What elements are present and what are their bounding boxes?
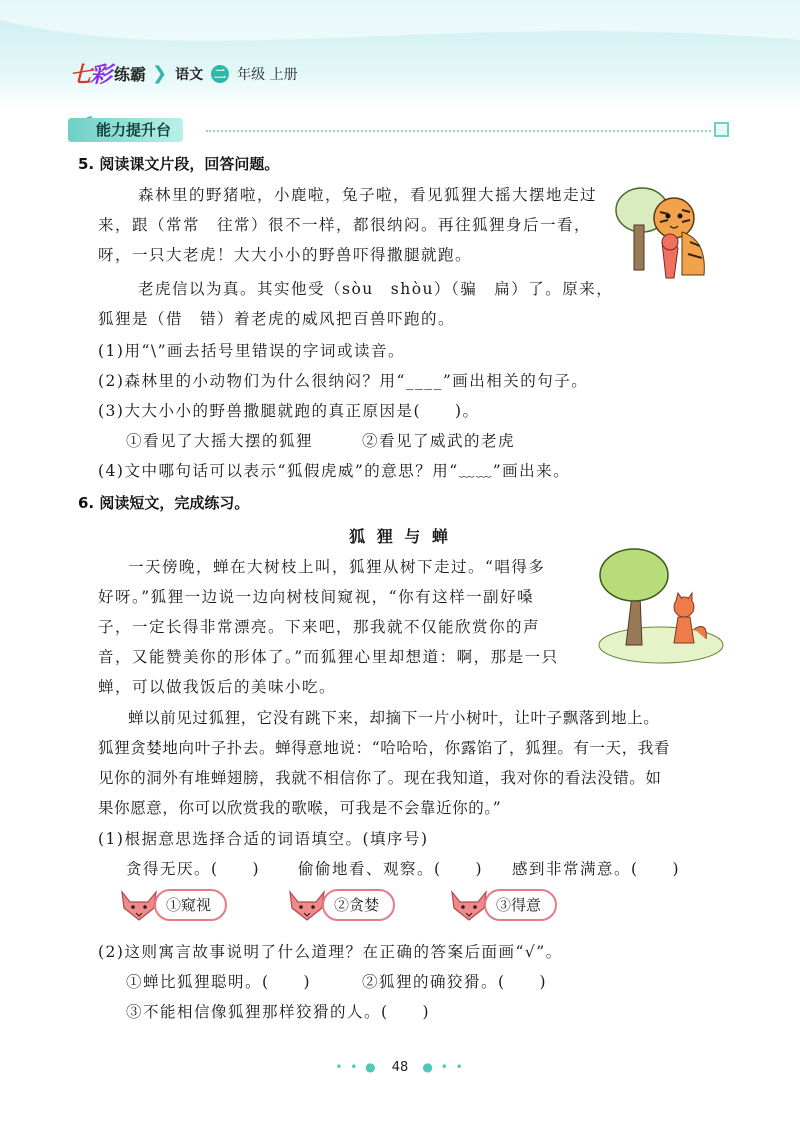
q6-sub2: (2)这则寓言故事说明了什么道理？在正确的答案后面画“√”。 [98, 943, 563, 961]
section-divider [206, 130, 711, 132]
word-badge-1 [118, 888, 227, 922]
q6-p2-line4: 果你愿意，你可以欣赏我的歌喉，可我是不会靠近你的。” [98, 799, 502, 817]
section-header [68, 118, 728, 142]
page-number: 48 [391, 1060, 409, 1075]
section-end-marker [714, 122, 729, 137]
header-wave-decoration [0, 0, 800, 110]
footer-dots-right: ● • • [422, 1060, 465, 1074]
q5-p2-line1: 老虎信以为真。其实他受（sòu shòu）（骗 扁）了。原来， [138, 280, 614, 298]
q6-p1-line2: 好呀。”狐狸一边说一边向树枝间窥视，“你有这样一副好嗓 [98, 588, 535, 606]
q6-title: 6. 阅读短文，完成练习。 [78, 494, 250, 512]
chevron-right-icon: ❯ [152, 63, 168, 84]
q5-p1-line2: 来，跟（常常 往常）很不一样，都很纳闷。再往狐狸身后一看， [98, 216, 592, 234]
q5-sub4: (4)文中哪句话可以表示“狐假虎威”的意思？用“﹏﹏”画出来。 [98, 462, 571, 480]
q6-answer1: ①蝉比狐狸聪明。( ) [126, 973, 312, 991]
page-footer [0, 1060, 800, 1075]
word-choices [118, 888, 618, 928]
q5-option1: ①看见了大摇大摆的狐狸 [126, 432, 314, 450]
q5-sub1: (1)用“\”画去括号里错误的字词或读音。 [98, 342, 406, 360]
q5-sub2: (2)森林里的小动物们为什么很纳闷？用“____”画出相关的句子。 [98, 372, 589, 390]
q5-p1-line1: 森林里的野猪啦，小鹿啦，兔子啦，看见狐狸大摇大摆地走过 [138, 186, 598, 204]
brand-logo: 七彩 [70, 63, 111, 88]
story-title: 狐 狸 与 蝉 [349, 527, 451, 546]
grade-label: 年级 上册 [237, 66, 298, 83]
q6-p1-line5: 蝉，可以做我饭后的美味小吃。 [98, 678, 337, 696]
header-brand [70, 58, 298, 89]
q5-p2-line2: 狐狸是（借 错）着老虎的威风把百兽吓跑的。 [98, 310, 456, 328]
q6-p2-line2: 狐狸贪婪地向叶子扑去。蝉得意地说：“哈哈哈，你露馅了，狐狸。有一天，我看 [98, 739, 671, 757]
q5-p1-line3: 呀，一只大老虎！大大小小的野兽吓得撒腿就跑。 [98, 246, 473, 264]
q6-answer2: ②狐狸的确狡猾。( ) [362, 973, 548, 991]
q6-p2-line1: 蝉以前见过狐狸，它没有跳下来，却摘下一片小树叶，让叶子飘落到地上。 [128, 709, 660, 727]
word-label: ①窥视 [154, 889, 227, 921]
section-title: 能力提升台 [68, 118, 183, 142]
q6-sub1: (1)根据意思选择合适的词语填空。(填序号) [98, 830, 429, 848]
word-label: ②贪婪 [322, 889, 395, 921]
tree-fox-illustration [596, 545, 726, 665]
q6-fill2: 偷偷地看、观察。( ) [298, 860, 484, 878]
footer-dots-left: • • ● [335, 1060, 378, 1074]
word-label: ③得意 [484, 889, 557, 921]
q6-fill3: 感到非常满意。( ) [512, 860, 681, 878]
q6-fill1: 贪得无厌。( ) [126, 860, 261, 878]
word-badge-2 [286, 888, 395, 922]
q6-p1-line1: 一天傍晚，蝉在大树枝上叫，狐狸从树下走过。“唱得多 [128, 558, 546, 576]
q6-p1-line3: 子，一定长得非常漂亮。下来吧，那我就不仅能欣赏你的声 [98, 618, 541, 636]
q5-option2: ②看见了威武的老虎 [362, 432, 516, 450]
fox-tiger-illustration [612, 180, 722, 290]
q5-sub3: (3)大大小小的野兽撒腿就跑的真正原因是( )。 [98, 402, 480, 420]
brand-name: 练霸 [114, 65, 147, 84]
word-badge-3 [448, 888, 557, 922]
q5-title: 5. 阅读课文片段，回答问题。 [78, 155, 280, 173]
q6-answer3: ③不能相信像狐狸那样狡猾的人。( ) [126, 1003, 431, 1021]
subject-label: 语文 [175, 66, 204, 83]
q6-p1-line4: 音，又能赞美你的形体了。”而狐狸心里却想道：啊，那是一只 [98, 648, 559, 666]
grade-number: 二 [211, 65, 229, 83]
q6-p2-line3: 见你的洞外有堆蝉翅膀，我就不相信你了。现在我知道，我对你的看法没错。如 [98, 769, 662, 787]
